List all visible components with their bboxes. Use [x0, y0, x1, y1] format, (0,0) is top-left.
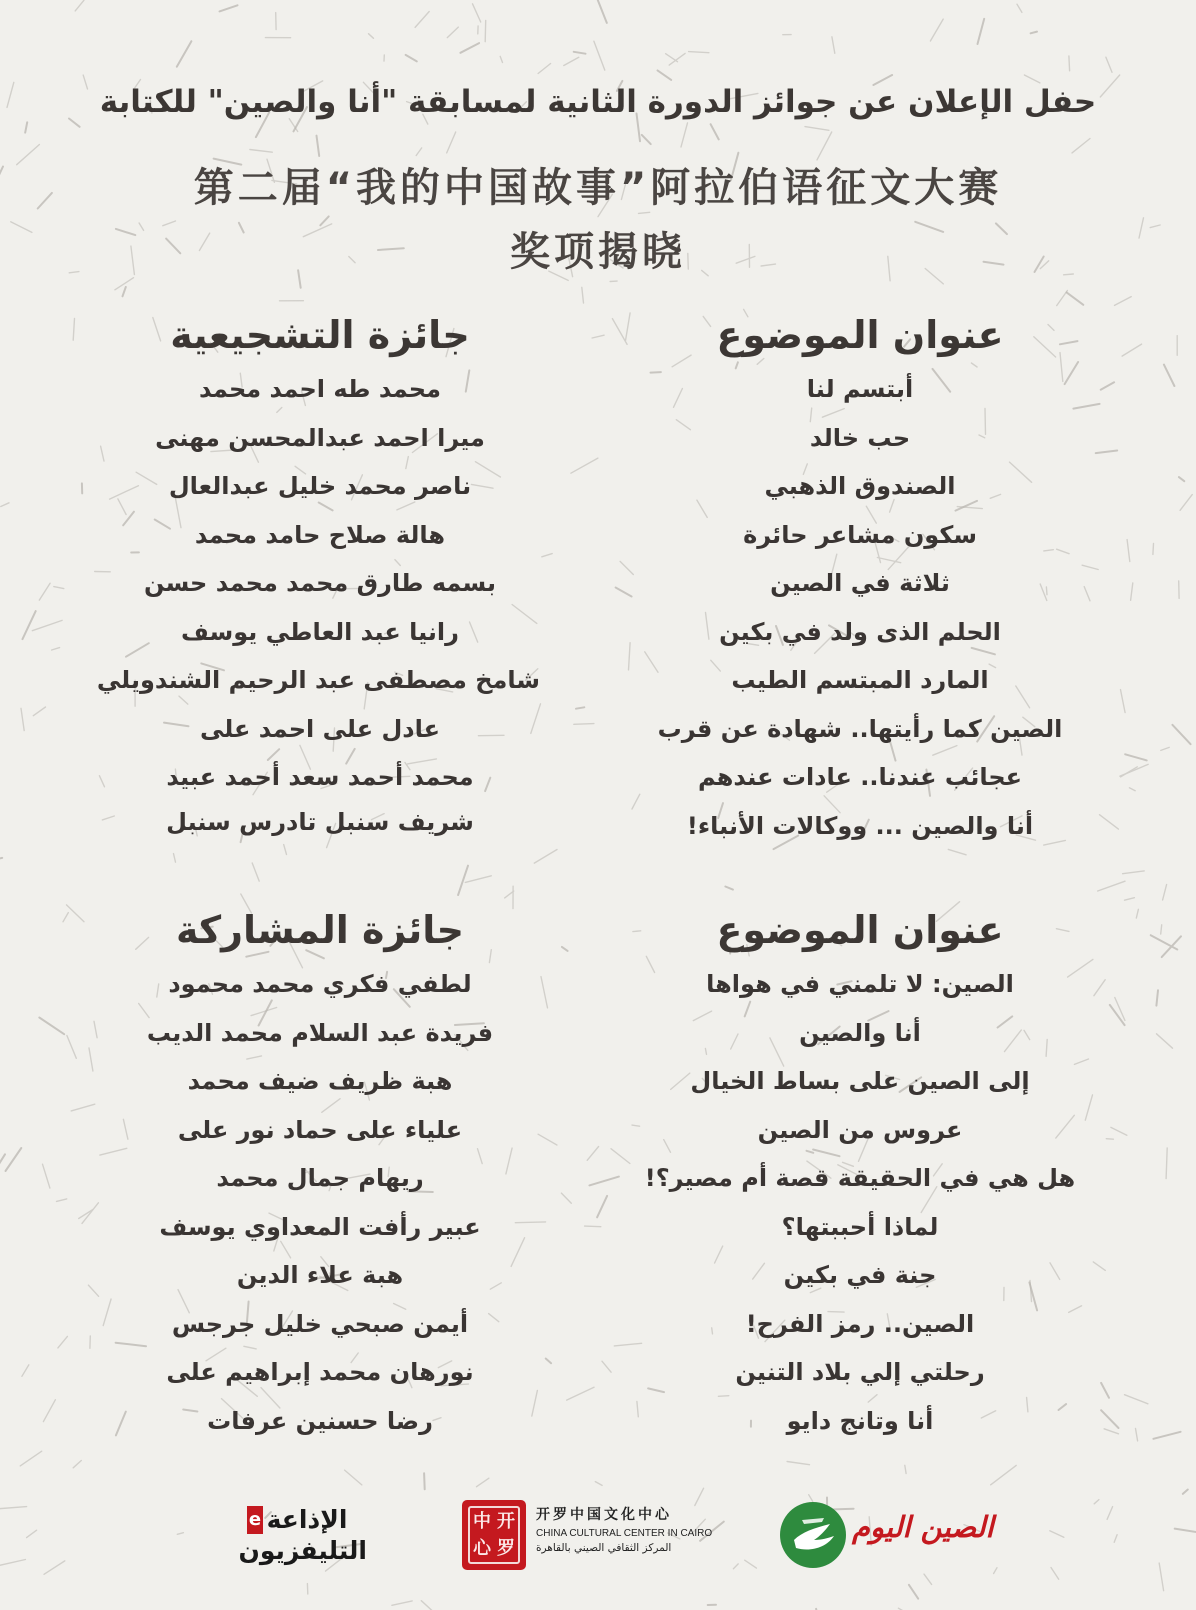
seal-char: 开: [497, 1511, 515, 1532]
list-item: أنا والصين: [799, 1018, 921, 1047]
participation-names-list: [100, 960, 540, 1445]
list-item: هبة ظريف ضيف محمد: [187, 1067, 453, 1095]
list-item: ميرا احمد عبدالمحسن مهنى: [155, 423, 485, 452]
list-item: أيمن صبحي خليل جرجس: [171, 1309, 469, 1338]
ccc-arabic-name: المركز الثقافي الصيني بالقاهرة: [536, 1542, 672, 1554]
radio-tv-e-badge: e: [247, 1506, 263, 1534]
encouragement-prize-heading: جائزة التشجيعية: [170, 313, 470, 357]
list-item: ريهام جمال محمد: [216, 1164, 424, 1192]
list-item: لماذا أحببتها؟: [781, 1212, 939, 1241]
china-today-wordmark: الصين اليوم: [852, 1510, 994, 1544]
china-today-logo: [780, 1498, 994, 1574]
list-item: أبتسم لنا: [806, 375, 914, 403]
list-item: عادل على احمد على: [199, 714, 441, 743]
arabic-announcement-title: حفل الإعلان عن جوائز الدورة الثانية لمسابقة "أنا والصين" للكتابة: [99, 84, 1097, 120]
sponsor-logos: [0, 1492, 1196, 1582]
list-item: الصين.. رمز الفرح!: [745, 1309, 975, 1338]
list-item: عبير رأفت المعداوي يوسف: [159, 1212, 481, 1241]
encouragement-prize-column: [96, 305, 540, 842]
chinese-title-line2: 奖项揭晓: [510, 229, 686, 275]
list-item: هل هي في الحقيقة قصة أم مصير؟!: [644, 1164, 1076, 1192]
topic-titles-column-2: [640, 900, 1080, 1445]
topic-titles-list-2: [640, 960, 1080, 1445]
ccc-chinese-name: 开罗中国文化中心: [536, 1507, 672, 1523]
list-item: أنا وتانج دايو: [786, 1406, 934, 1435]
radio-tv-logo-line2: التليفزيون: [238, 1536, 367, 1565]
chinese-title: [0, 156, 1196, 284]
list-item: علياء على حماد نور على: [177, 1115, 463, 1144]
red-seal-icon: [462, 1500, 526, 1570]
chinese-title-line1: 第二届“我的中国故事”阿拉伯语征文大赛: [193, 165, 1003, 211]
list-item: هالة صلاح حامد محمد: [194, 520, 446, 549]
topic-titles-column-1: [640, 305, 1080, 850]
list-item: شامخ مصطفى عبد الرحيم الشندويلي: [96, 666, 540, 694]
list-item: عروس من الصين: [757, 1115, 963, 1144]
list-item: حب خالد: [809, 423, 911, 452]
list-item: رحلتي إلي بلاد التنين: [735, 1358, 985, 1386]
list-item: رانيا عبد العاطي يوسف: [181, 617, 459, 646]
radio-tv-logo-line1: الإذاعة: [266, 1505, 348, 1534]
list-item: بسمه طارق محمد محمد حسن: [144, 569, 496, 597]
list-item: سكون مشاعر حائرة: [743, 520, 977, 549]
topic-heading-1: عنوان الموضوع: [716, 313, 1004, 357]
topic-titles-list-1: [640, 365, 1080, 850]
encouragement-names-list: [96, 365, 540, 842]
list-item: هبة علاء الدين: [236, 1261, 404, 1289]
seal-char: 中: [473, 1511, 491, 1532]
seal-char: 心: [473, 1538, 491, 1559]
list-item: شريف سنبل تادرس سنبل: [166, 807, 474, 836]
ccc-english-name: CHINA CULTURAL CENTER IN CAIRO: [536, 1528, 713, 1539]
list-item: ثلاثة في الصين: [770, 569, 950, 597]
list-item: محمد طه احمد محمد: [199, 375, 441, 403]
list-item: ناصر محمد خليل عبدالعال: [168, 472, 472, 500]
list-item: عجائب عندنا.. عادات عندهم: [697, 763, 1023, 791]
topic-heading-2: عنوان الموضوع: [716, 908, 1004, 952]
list-item: إلى الصين على بساط الخيال: [690, 1067, 1030, 1095]
dove-emblem-icon: [780, 1502, 846, 1568]
list-item: محمد أحمد سعد أحمد عبيد: [166, 763, 474, 791]
list-item: المارد المبتسم الطيب: [731, 666, 989, 694]
list-item: رضا حسنين عرفات: [207, 1406, 433, 1435]
radio-tv-magazine-logo: [238, 1504, 367, 1570]
list-item: نورهان محمد إبراهيم على: [166, 1358, 474, 1386]
list-item: جنة في بكين: [783, 1261, 937, 1289]
list-item: أنا والصين ... ووكالات الأنباء!: [686, 811, 1034, 840]
china-cultural-center-logo: [462, 1500, 712, 1576]
list-item: لطفي فكري محمد محمود: [168, 970, 472, 998]
list-item: فريدة عبد السلام محمد الديب: [146, 1018, 494, 1047]
seal-char: 罗: [497, 1538, 515, 1559]
list-item: الصين كما رأيتها.. شهادة عن قرب: [657, 714, 1063, 743]
participation-prize-column: [100, 900, 540, 1445]
list-item: الصين: لا تلمني في هواها: [706, 970, 1014, 998]
list-item: الصندوق الذهبي: [764, 472, 956, 500]
participation-prize-heading: جائزة المشاركة: [176, 908, 464, 952]
list-item: الحلم الذى ولد في بكين: [719, 617, 1001, 646]
